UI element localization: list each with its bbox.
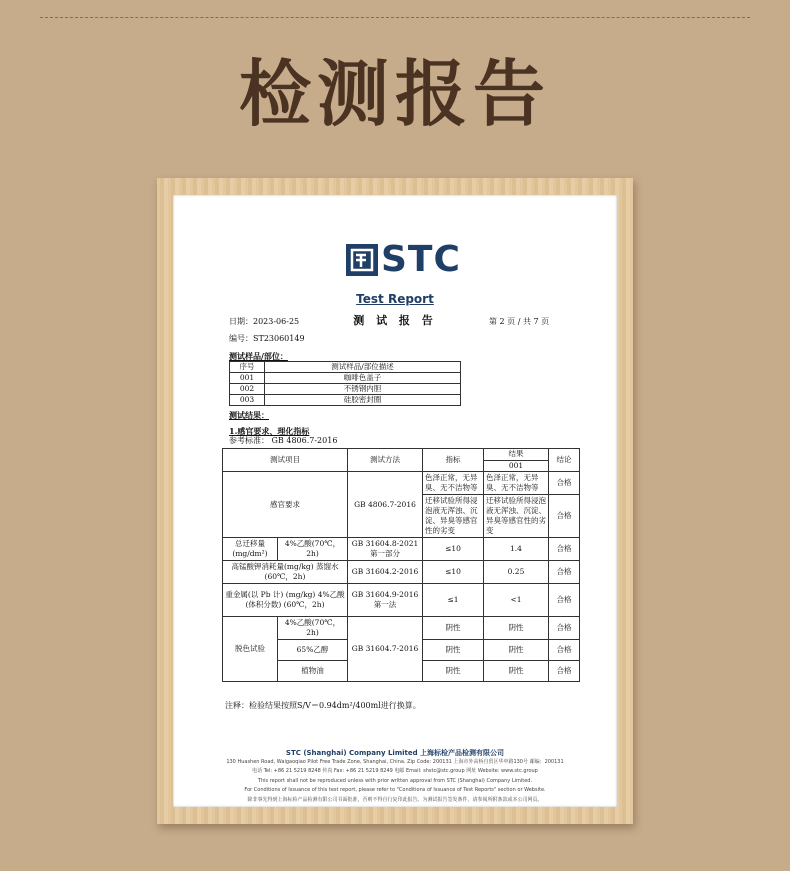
sample-desc: 硅胶密封圈 — [265, 395, 461, 406]
footer-line-3: 除非事先得到上海标检产品检测有限公司书面批准，否则不得自行复印此报告。为测试报告签发条件，请参阅所附条款或本公司网页。 — [247, 797, 543, 803]
decolor-index: 阴性 — [423, 661, 484, 682]
stc-logo-text: STC — [381, 239, 461, 280]
sensory-index-1: 色泽正常，无异臭、无不洁物等 — [423, 472, 484, 495]
heavy-metal-index: ≤1 — [423, 584, 484, 617]
header-conclusion: 结论 — [549, 449, 580, 472]
decolor-result: 阴性 — [484, 640, 549, 661]
overall-conclusion: 合格 — [549, 538, 580, 561]
sample-no: 002 — [230, 384, 265, 395]
stc-logo-mark-icon — [346, 244, 378, 276]
sensory-conclusion-1: 合格 — [549, 472, 580, 495]
decolor-item: 脱色试验 — [223, 617, 278, 682]
sample-no: 003 — [230, 395, 265, 406]
table-row — [230, 373, 461, 384]
table-row — [223, 584, 580, 617]
footer-address: 130 Huashen Road, Waigaoqiao Pilot Free Trade Zone, Shanghai, China. Zip Code: 200131 上海市外高桥自贸区华申路130号 邮编：200131 — [226, 759, 564, 765]
kmno4-index: ≤10 — [423, 561, 484, 584]
overall-condition: 4%乙酸(70℃，2h) — [278, 538, 348, 561]
header-test-method: 测试方法 — [348, 449, 423, 472]
report-number: 编号：ST23060149 — [229, 334, 305, 343]
sample-desc: 不锈钢内胆 — [265, 384, 461, 395]
decolor-result: 阴性 — [484, 661, 549, 682]
sensory-conclusion-2: 合格 — [549, 495, 580, 538]
decolor-result: 阴性 — [484, 617, 549, 640]
samples-header-desc: 测试样品/部位描述 — [265, 362, 461, 373]
results-standard: 参考标准： GB 4806.7-2016 — [229, 436, 338, 445]
report-title-cn: 测 试 报 告 — [353, 314, 437, 327]
table-row — [230, 395, 461, 406]
decolor-index: 阴性 — [423, 640, 484, 661]
sensory-result-1: 色泽正常，无异臭、无不洁物等 — [484, 472, 549, 495]
wooden-frame — [157, 178, 633, 824]
stc-logo — [346, 239, 461, 280]
header-result: 结果 — [484, 449, 549, 461]
decolor-condition: 4%乙酸(70℃，2h) — [278, 617, 348, 640]
report-date: 日期：2023-06-25 — [229, 317, 300, 326]
table-row — [223, 617, 580, 640]
kmno4-method: GB 31604.2-2016 — [348, 561, 423, 584]
kmno4-item: 高锰酸钾消耗量(mg/kg) 蒸馏水(60℃，2h) — [223, 561, 348, 584]
decolor-method: GB 31604.7-2016 — [348, 617, 423, 682]
heavy-metal-result: <1 — [484, 584, 549, 617]
heavy-metal-method: GB 31604.9-2016 第一法 — [348, 584, 423, 617]
footer-contact: 电话 Tel: +86 21 5219 8248 传真 Fax: +86 21 5219 8249 电邮 Email: shstc@stc.group 网址 Website: www.stc.group — [252, 768, 538, 774]
header-test-item: 测试项目 — [223, 449, 348, 472]
page-heading: 检测报告 — [238, 52, 551, 136]
samples-table — [229, 361, 461, 406]
results-note: 注释：检验结果按照S/V＝0.94dm²/400ml进行换算。 — [225, 701, 421, 710]
table-row — [223, 472, 580, 495]
footer-company: STC (Shanghai) Company Limited 上海标检产品检测有限公司 — [285, 749, 505, 757]
results-subtitle: 1.感官要求、理化指标 — [229, 426, 310, 436]
samples-header-no: 序号 — [230, 362, 265, 373]
decolor-condition: 65%乙醇 — [278, 640, 348, 661]
decolor-conclusion: 合格 — [549, 661, 580, 682]
table-row — [223, 538, 580, 561]
test-report-document — [173, 195, 617, 807]
kmno4-conclusion: 合格 — [549, 561, 580, 584]
header-result-sample: 001 — [484, 460, 549, 472]
decolor-condition: 植物油 — [278, 661, 348, 682]
sensory-result-2: 迁移试验所得浸泡液无浑浊、沉淀、异臭等感官性的劣变 — [484, 495, 549, 538]
sensory-method: GB 4806.7-2016 — [348, 472, 423, 538]
table-row — [223, 561, 580, 584]
samples-title: 测试样品/部位： — [229, 351, 288, 361]
overall-index: ≤10 — [423, 538, 484, 561]
heavy-metal-conclusion: 合格 — [549, 584, 580, 617]
decolor-index: 阴性 — [423, 617, 484, 640]
overall-method: GB 31604.8-2021 第一部分 — [348, 538, 423, 561]
report-page: 第 2 页 / 共 7 页 — [489, 317, 550, 326]
results-table — [222, 448, 580, 682]
footer-line-2: For Conditions of Issuance of this test report, please refer to "Conditions of Issuance of Test Reports" section or Website. — [244, 787, 546, 793]
header-index: 指标 — [423, 449, 484, 472]
top-dashed-divider — [40, 17, 750, 18]
decolor-conclusion: 合格 — [549, 640, 580, 661]
sample-desc: 咖啡色盖子 — [265, 373, 461, 384]
sensory-item: 感官要求 — [223, 472, 348, 538]
kmno4-result: 0.25 — [484, 561, 549, 584]
report-title-en: Test Report — [356, 292, 434, 306]
heavy-metal-item: 重金属(以 Pb 计) (mg/kg) 4%乙酸(体积分数) (60℃，2h) — [223, 584, 348, 617]
sample-no: 001 — [230, 373, 265, 384]
sensory-index-2: 迁移试验所得浸泡液无浑浊、沉淀、异臭等感官性的劣变 — [423, 495, 484, 538]
table-row — [230, 384, 461, 395]
decolor-conclusion: 合格 — [549, 617, 580, 640]
footer-line-1: This report shall not be reproduced unless with prior written approval from STC (Shanghai) Company Limited. — [257, 778, 533, 784]
results-title: 测试结果： — [229, 410, 269, 420]
overall-result: 1.4 — [484, 538, 549, 561]
overall-item: 总迁移量(mg/dm²) — [223, 538, 278, 561]
